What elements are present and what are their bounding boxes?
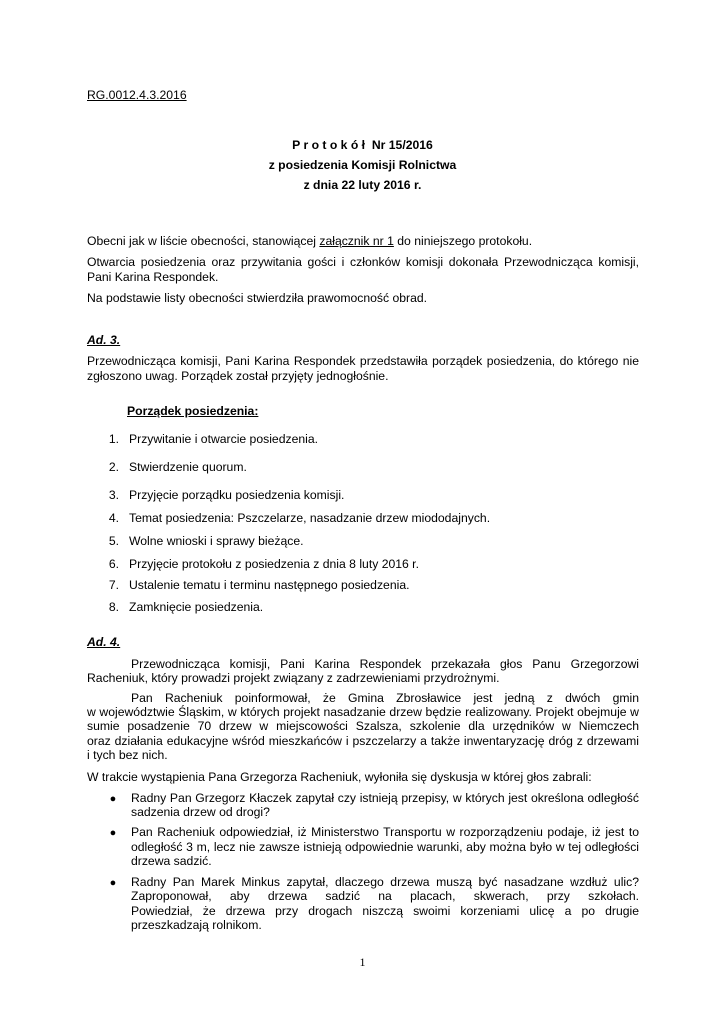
ad4-paragraph1-line1: Przewodnicząca komisji, Pani Karina Respondek przekazała głos Panu Grzegorzowi: [131, 657, 639, 671]
agenda-item: Stwierdzenie quorum.: [129, 460, 247, 474]
protocol-subtitle: z posiedzenia Komisji Rolnictwa: [268, 158, 457, 172]
bullet3-line1: Radny Pan Marek Minkus zapytał, dlaczego drzewa muszą być nasadzane wzdłuż ulic?: [131, 875, 639, 889]
agenda-item-number: 2.: [108, 460, 119, 474]
ad3-paragraph-line2: zgłoszono uwag. Porządek został przyjęty jednogłośnie.: [87, 369, 389, 383]
ad4-heading: Ad. 4.: [87, 635, 121, 649]
bullet3-line4: przeszkadzają rolnikom.: [131, 918, 262, 932]
bullet3-line3: Powiedział, że drzewa przy drogach niszczą swoimi korzeniami ulicę a po drugie: [131, 904, 639, 918]
bullet1-line2: sadzenia drzew od drogi?: [131, 805, 270, 819]
agenda-item: Ustalenie tematu i terminu następnego posiedzenia.: [129, 578, 410, 592]
bullet2-line2: odległość 3 m, lecz nie zawsze istnieją odpowiednie warunki, aby można było w tej odległości: [131, 840, 639, 854]
document-reference: RG.0012.4.3.2016: [87, 88, 187, 102]
agenda-item: Temat posiedzenia: Pszczelarze, nasadzanie drzew miododajnych.: [129, 511, 491, 525]
opening-paragraph-line2: Pani Karina Respondek.: [87, 270, 219, 284]
attendance-text-end: do niniejszego protokołu.: [393, 234, 533, 248]
bullet1-line1: Radny Pan Grzegorz Kłaczek zapytał czy istnieją przepisy, w których jest określona odległość: [131, 791, 639, 805]
agenda-item-number: 7.: [108, 578, 119, 592]
ad4-paragraph2-line3: sumie posadzenie 70 drzew w miejscowości Szalsza, szkolenie dla urzędników w Niemczech: [87, 719, 639, 733]
ad3-heading: Ad. 3.: [87, 333, 121, 347]
quorum-paragraph: Na podstawie listy obecności stwierdziła prawomocność obrad.: [87, 291, 428, 305]
bullet3-line2: Zaproponował, aby drzewa sadzić na placach, skwerach, przy szkołach.: [131, 889, 639, 903]
agenda-item: Przyjęcie protokołu z posiedzenia z dnia 8 luty 2016 r.: [129, 557, 419, 571]
protocol-title: P r o t o k ó ł Nr 15/2016: [292, 138, 433, 152]
attendance-paragraph: [87, 234, 639, 249]
agenda-item: Zamknięcie posiedzenia.: [129, 600, 264, 614]
agenda-item-number: 1.: [108, 432, 119, 446]
agenda-item: Wolne wnioski i sprawy bieżące.: [129, 534, 304, 548]
agenda-item-number: 5.: [108, 534, 119, 548]
ad4-paragraph2-line1: Pan Racheniuk poinformował, że Gmina Zbrosławice jest jedną z dwóch gmin: [131, 691, 639, 705]
bullet-icon: ●: [109, 827, 117, 839]
agenda-item-number: 3.: [108, 488, 119, 502]
attachment-link[interactable]: załącznik nr 1: [319, 234, 394, 248]
bullet2-line1: Pan Racheniuk odpowiedział, iż Ministerstwo Transportu w rozporządzeniu podaje, iż jest to: [131, 825, 639, 839]
agenda-item-number: 6.: [108, 557, 119, 571]
bullet2-line3: drzewa sadzić.: [131, 854, 212, 868]
bullet-icon: ●: [109, 877, 117, 889]
agenda-item-number: 8.: [108, 600, 119, 614]
ad4-paragraph1-line2: Racheniuk, który prowadzi projekt związany z zadrzewieniami przydrożnymi.: [87, 671, 500, 685]
page-number: 1: [359, 955, 366, 969]
agenda-item: Przyjęcie porządku posiedzenia komisji.: [129, 488, 345, 502]
ad3-paragraph-line1: Przewodnicząca komisji, Pani Karina Respondek przedstawiła porządek posiedzenia, do którego nie: [87, 354, 639, 368]
ad4-paragraph2-line2: w województwie Śląskim, w których projekt nasadzanie drzew będzie realizowany. Projekt obejmuje w: [87, 705, 639, 719]
attendance-text-start: Obecni jak w liście obecności, stanowiącej: [87, 234, 320, 248]
protocol-date: z dnia 22 luty 2016 r.: [303, 178, 422, 192]
agenda-heading: Porządek posiedzenia:: [127, 404, 259, 418]
agenda-item: Przywitanie i otwarcie posiedzenia.: [129, 432, 318, 446]
bullet-icon: ●: [109, 793, 117, 805]
agenda-item-number: 4.: [108, 511, 119, 525]
opening-paragraph-line1: Otwarcia posiedzenia oraz przywitania gości i członków komisji dokonała Przewodnicząca komisji,: [87, 255, 639, 269]
discussion-intro: W trakcie wystąpienia Pana Grzegorza Racheniuk, wyłoniła się dyskusja w której głos zabrali:: [87, 770, 592, 784]
ad4-paragraph2-line5: i tych bez nich.: [87, 748, 168, 762]
ad4-paragraph2-line4: oraz działania edukacyjne wśród mieszkańców i pszczelarzy a także inwentaryzację dróg z drzewami: [87, 734, 639, 748]
